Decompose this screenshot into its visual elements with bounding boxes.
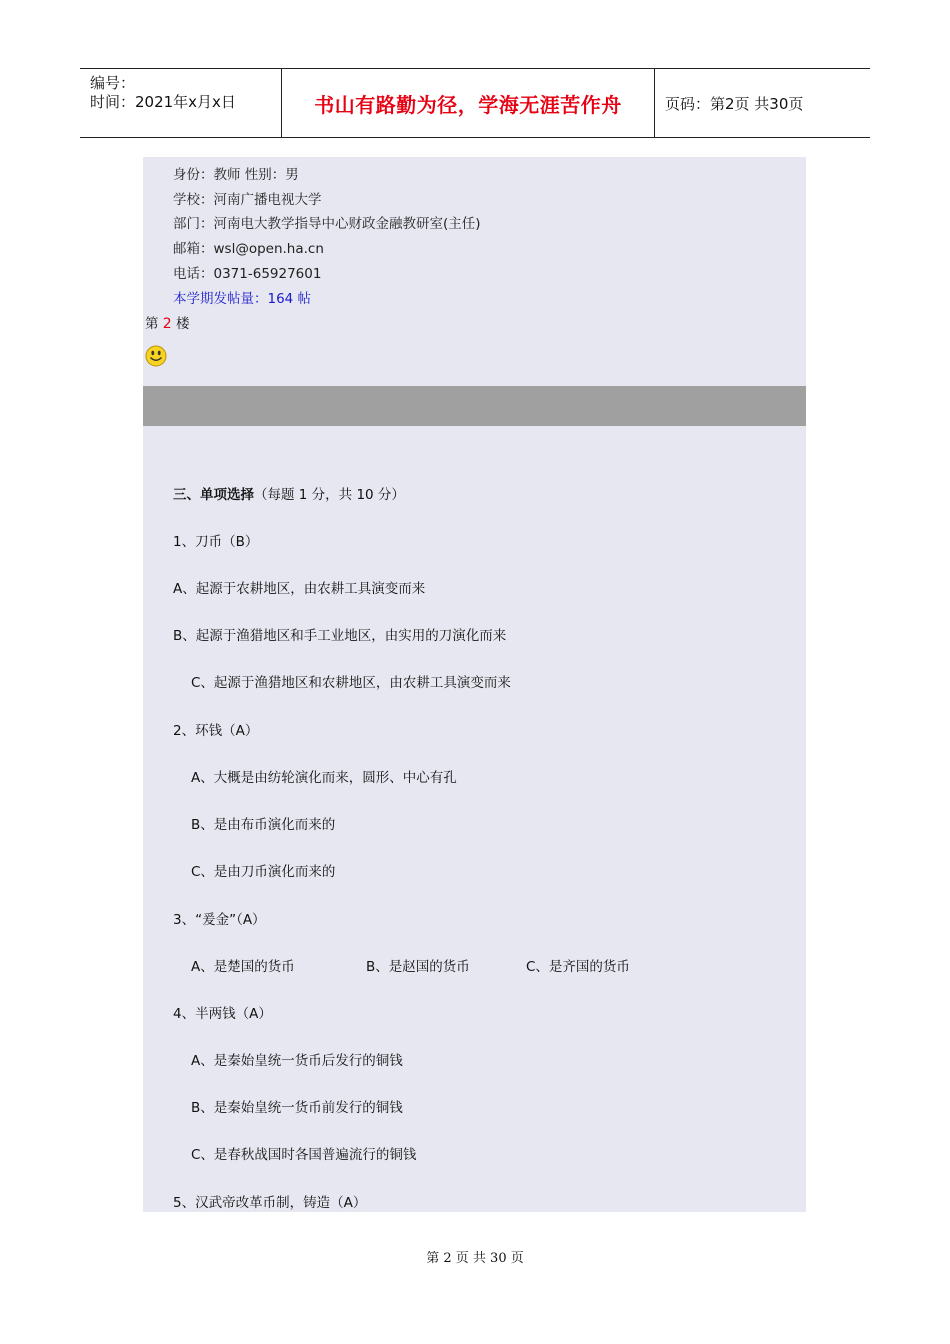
motto: 书山有路勤为径，学海无涯苦作舟 (314, 92, 622, 117)
page-footer: 第 2 页 共 30 页 (426, 1251, 524, 1266)
date-line: 时间：2021年x月x日 (90, 93, 236, 111)
question-2-option-b: B、是由布币演化而来的 (191, 817, 336, 833)
floor-prefix: 第 (145, 316, 159, 332)
question-1-option-c: C、起源于渔猎地区和农耕地区，由农耕工具演变而来 (191, 675, 511, 691)
page-info: 页码：第2页 共30页 (665, 94, 804, 113)
floor-suffix: 楼 (176, 316, 190, 332)
header-motto-cell (282, 69, 655, 137)
section-title-bold: 三、单项选择 (173, 487, 254, 503)
question-5: 5、汉武帝改革币制，铸造（A） (173, 1195, 367, 1211)
question-3-option-c: C、是齐国的货币 (526, 959, 630, 975)
profile-post-count: 本学期发帖量：164 帖 (173, 291, 312, 307)
serial-label: 编号： (90, 74, 136, 92)
section-title-rest: （每题 1 分，共 10 分） (254, 487, 405, 503)
page-header (80, 68, 870, 138)
profile-school: 学校：河南广播电视大学 (173, 192, 322, 208)
question-2-option-a: A、大概是由纺轮演化而来，圆形、中心有孔 (191, 770, 457, 786)
profile-role-gender: 身份：教师 性别：男 (173, 167, 299, 183)
question-4-option-a: A、是秦始皇统一货币后发行的铜钱 (191, 1053, 403, 1069)
profile-department: 部门：河南电大教学指导中心财政金融教研室(主任) (173, 216, 481, 232)
question-2: 2、环钱（A） (173, 723, 259, 739)
smiley-icon (145, 345, 167, 367)
question-3: 3、“爰金”（A） (173, 912, 266, 928)
profile-phone: 电话：0371-65927601 (173, 266, 322, 282)
section-title (173, 483, 405, 503)
question-4-option-c: C、是春秋战国时各国普遍流行的铜钱 (191, 1147, 417, 1163)
question-1: 1、刀币（B） (173, 534, 259, 550)
question-4-option-b: B、是秦始皇统一货币前发行的铜钱 (191, 1100, 403, 1116)
question-3-option-a: A、是楚国的货币 (191, 959, 295, 975)
question-3-option-b: B、是赵国的货币 (366, 959, 470, 975)
question-1-option-b: B、起源于渔猎地区和手工业地区，由实用的刀演化而来 (173, 628, 507, 644)
header-page-cell (655, 69, 870, 137)
profile-email: 邮箱：wsl@open.ha.cn (173, 241, 324, 257)
question-4: 4、半两钱（A） (173, 1006, 272, 1022)
header-left-cell (80, 69, 282, 137)
question-1-option-a: A、起源于农耕地区，由农耕工具演变而来 (173, 581, 426, 597)
forum-post-panel (143, 157, 806, 1212)
question-2-option-c: C、是由刀币演化而来的 (191, 864, 336, 880)
floor-label (145, 312, 190, 332)
floor-number: 2 (162, 316, 172, 332)
separator-bar (143, 386, 806, 426)
